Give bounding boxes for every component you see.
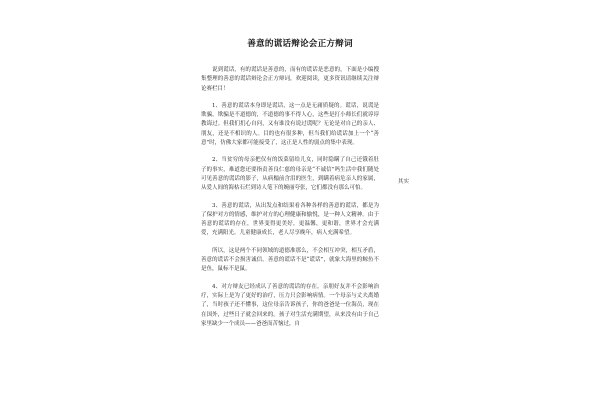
paragraph: 4、对方辩友已经成认了善意的谎话的存在。亲朋好友并不会影响治疗，实际上是为了更好的治疗，压力只会影响病情。一个母亲与丈夫离婚了，当时孩子还不懂事，这位母亲告诉孩子，你的爸爸是一位海员，现在在国外，过些日子就会回来的。孩子对生活充满期望，从来没有由于自己家里缺少一个成员——爸爸而苦恼过，自 — [201, 283, 379, 327]
page-title: 善意的谎话辩论会正方辩词 — [247, 39, 353, 49]
overflow-text: 其实 — [398, 179, 410, 185]
paragraph: 说到谎话，有的谎话是善意的，而有的谎话是恶意的，下面是小编搜集整理的善意的谎话辩论会正方辩词，欢迎阅读，更多资讯请继续关注辩论赛栏目！ — [201, 67, 379, 92]
paragraph: 所以，这是两个不同领域的道德准那么，不会相互冲突，相互矛盾，善意的谎话不会损害诚信。善意的谎话不是“谎话”，就象大海里的鲸鱼不是鱼，鼠标不是鼠。 — [201, 247, 379, 273]
paragraph: 1、善意的谎话本身即是谎话，这一点是无庸质疑的。谎话，说谎是欺骗，欺骗是不道德的，不道德的事不得人心，这些是打小师长们就谆谆教诲过。但我们扪心自问，又有谁没有说过谎呢？无论是对自己的亲人、朋友，还是不相识的人。目的也有很多种，但当我们给谎话加上一个“善意”时，仿佛大家都可能接受了，这正是人性的弱点的集中表现。 — [201, 102, 379, 147]
paragraph: 2、当贫穷的母亲把仅有的饭菜留给儿女，同时隐瞒了自己还饿着肚子的事实，难道您还要指责善良仁慈的母亲是“不诚信”吗生活中我们随处可见善意的谎话的影子，从病榻前含泪的医生，到瞒着病危亲人的家属，从爱人间的海枯石烂到诗人笔下的婉丽夸张，它们都没有那么可怕。 — [201, 157, 379, 192]
document-body — [201, 66, 379, 329]
paragraph: 3、善意的谎话，从出发点和结果看各种各样的善意的谎话，都是为了保护对方的情感，维护对方的心理健康和愉悦，是一种人文精神。由于善意的谎话的存在，世界变得更美好，更温馨，更和谐，世界才会充满爱，充满阳光。儿童健康成长，老人尽享晚年，病人充满希望。 — [201, 202, 379, 237]
